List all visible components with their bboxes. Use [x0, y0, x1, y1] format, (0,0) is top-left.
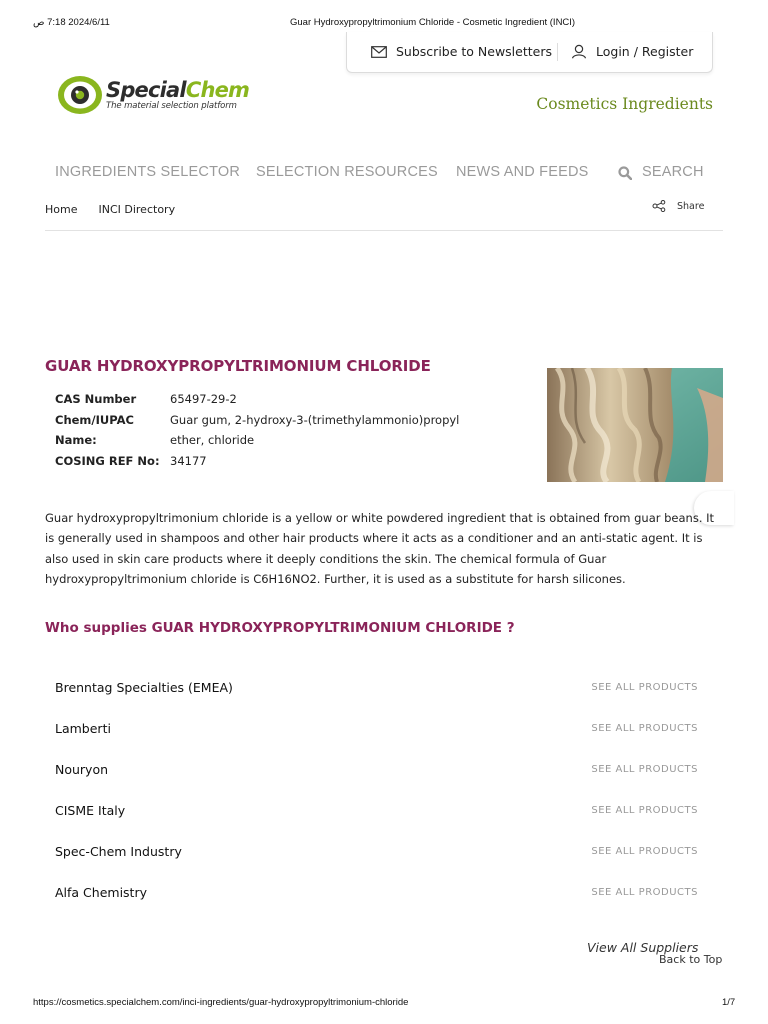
share-icon: [652, 200, 666, 212]
share-label: Share: [677, 200, 705, 212]
site-section-title: Cosmetics Ingredients: [536, 95, 713, 113]
print-datetime: 2024/6/11 7:18 ص: [33, 17, 110, 28]
spec-value: 34177: [170, 453, 207, 468]
back-to-top-link[interactable]: Back to Top: [659, 953, 723, 966]
list-item: [45, 713, 713, 754]
print-page-number: 1/7: [722, 997, 736, 1008]
account-bar: [346, 32, 713, 73]
supplier-name[interactable]: CISME Italy: [55, 803, 126, 818]
breadcrumb: [45, 203, 175, 216]
header-divider: [45, 230, 723, 231]
page-title: GUAR HYDROXYPROPYLTRIMONIUM CHLORIDE: [45, 357, 431, 375]
view-all-suppliers-link[interactable]: View All Suppliers: [587, 940, 699, 955]
spec-label: COSING REF No:: [55, 453, 160, 468]
user-icon: [571, 44, 587, 59]
search-label: SEARCH: [642, 164, 704, 180]
subscribe-label: Subscribe to Newsletters: [396, 44, 552, 59]
nav-news-and-feeds[interactable]: NEWS AND FEEDS: [456, 164, 589, 180]
see-all-products-link[interactable]: SEE ALL PRODUCTS: [591, 805, 698, 816]
list-item: [45, 877, 713, 918]
list-item: [45, 836, 713, 877]
envelope-icon: [371, 46, 387, 58]
print-page-title: Guar Hydroxypropyltrimonium Chloride - Cosmetic Ingredient (INCI): [290, 17, 576, 28]
nav-ingredients-selector[interactable]: INGREDIENTS SELECTOR: [55, 164, 241, 180]
spec-row-cas: [55, 389, 470, 410]
share-button[interactable]: [652, 200, 704, 212]
see-all-products-link[interactable]: SEE ALL PRODUCTS: [591, 764, 698, 775]
supplier-name[interactable]: Lamberti: [55, 721, 111, 736]
supplier-name[interactable]: Spec-Chem Industry: [55, 844, 182, 859]
login-label: Login / Register: [596, 44, 694, 59]
see-all-products-link[interactable]: SEE ALL PRODUCTS: [591, 887, 698, 898]
main-nav: [0, 164, 768, 184]
logo-eye-icon: [56, 74, 104, 116]
see-all-products-link[interactable]: SEE ALL PRODUCTS: [591, 682, 698, 693]
list-item: [45, 795, 713, 836]
supplier-list: [45, 672, 713, 918]
see-all-products-link[interactable]: SEE ALL PRODUCTS: [591, 846, 698, 857]
supplier-name[interactable]: Nouryon: [55, 762, 109, 777]
spec-value: 65497-29-2: [170, 392, 237, 406]
topbar-divider: [557, 43, 558, 61]
see-all-products-link[interactable]: SEE ALL PRODUCTS: [591, 723, 698, 734]
spec-value: Guar gum, 2-hydroxy-3-(trimethylammonio)propyl ether, chloride: [170, 412, 460, 447]
supplier-name[interactable]: Alfa Chemistry: [55, 885, 147, 900]
search-icon: [618, 166, 632, 180]
nav-selection-resources[interactable]: SELECTION RESOURCES: [256, 164, 438, 180]
specialchem-logo[interactable]: [56, 74, 249, 116]
logo-tagline: The material selection platform: [106, 101, 237, 111]
list-item: [45, 672, 713, 713]
print-url: https://cosmetics.specialchem.com/inci-ingredients/guar-hydroxypropyltrimonium-chloride: [33, 997, 409, 1008]
logo-wordmark: SpecialChem: [106, 78, 250, 102]
spec-label: Chem/IUPAC Name:: [55, 412, 134, 447]
spec-label: CAS Number: [55, 392, 137, 406]
nav-search[interactable]: [618, 164, 704, 180]
spec-row-iupac: [55, 410, 470, 451]
breadcrumb-inci-directory[interactable]: INCI Directory: [98, 203, 176, 216]
hair-photo-illustration: [547, 368, 723, 482]
list-item: [45, 754, 713, 795]
supplier-name[interactable]: Brenntag Specialties (EMEA): [55, 680, 233, 695]
breadcrumb-home[interactable]: Home: [45, 203, 78, 216]
subscribe-link[interactable]: [371, 44, 552, 59]
login-link[interactable]: [571, 44, 693, 59]
suppliers-heading: Who supplies GUAR HYDROXYPROPYLTRIMONIUM CHLORIDE ?: [45, 620, 515, 636]
spec-row-cosing: [55, 451, 470, 472]
product-image: [547, 368, 723, 482]
ingredient-description: Guar hydroxypropyltrimonium chloride is a yellow or white powdered ingredient that is obtained from guar beans. It is generally used in shampoos and other hair products where it acts as a conditioner and an anti-static agent. It is also used in skin care products where it deeply conditions the skin. The chemical formula of Guar hydroxypropyltrimonium chloride is C6H16NO2. Further, it is used as a substitute for harsh silicones.: [45, 511, 715, 586]
ingredient-specs: [55, 389, 470, 471]
